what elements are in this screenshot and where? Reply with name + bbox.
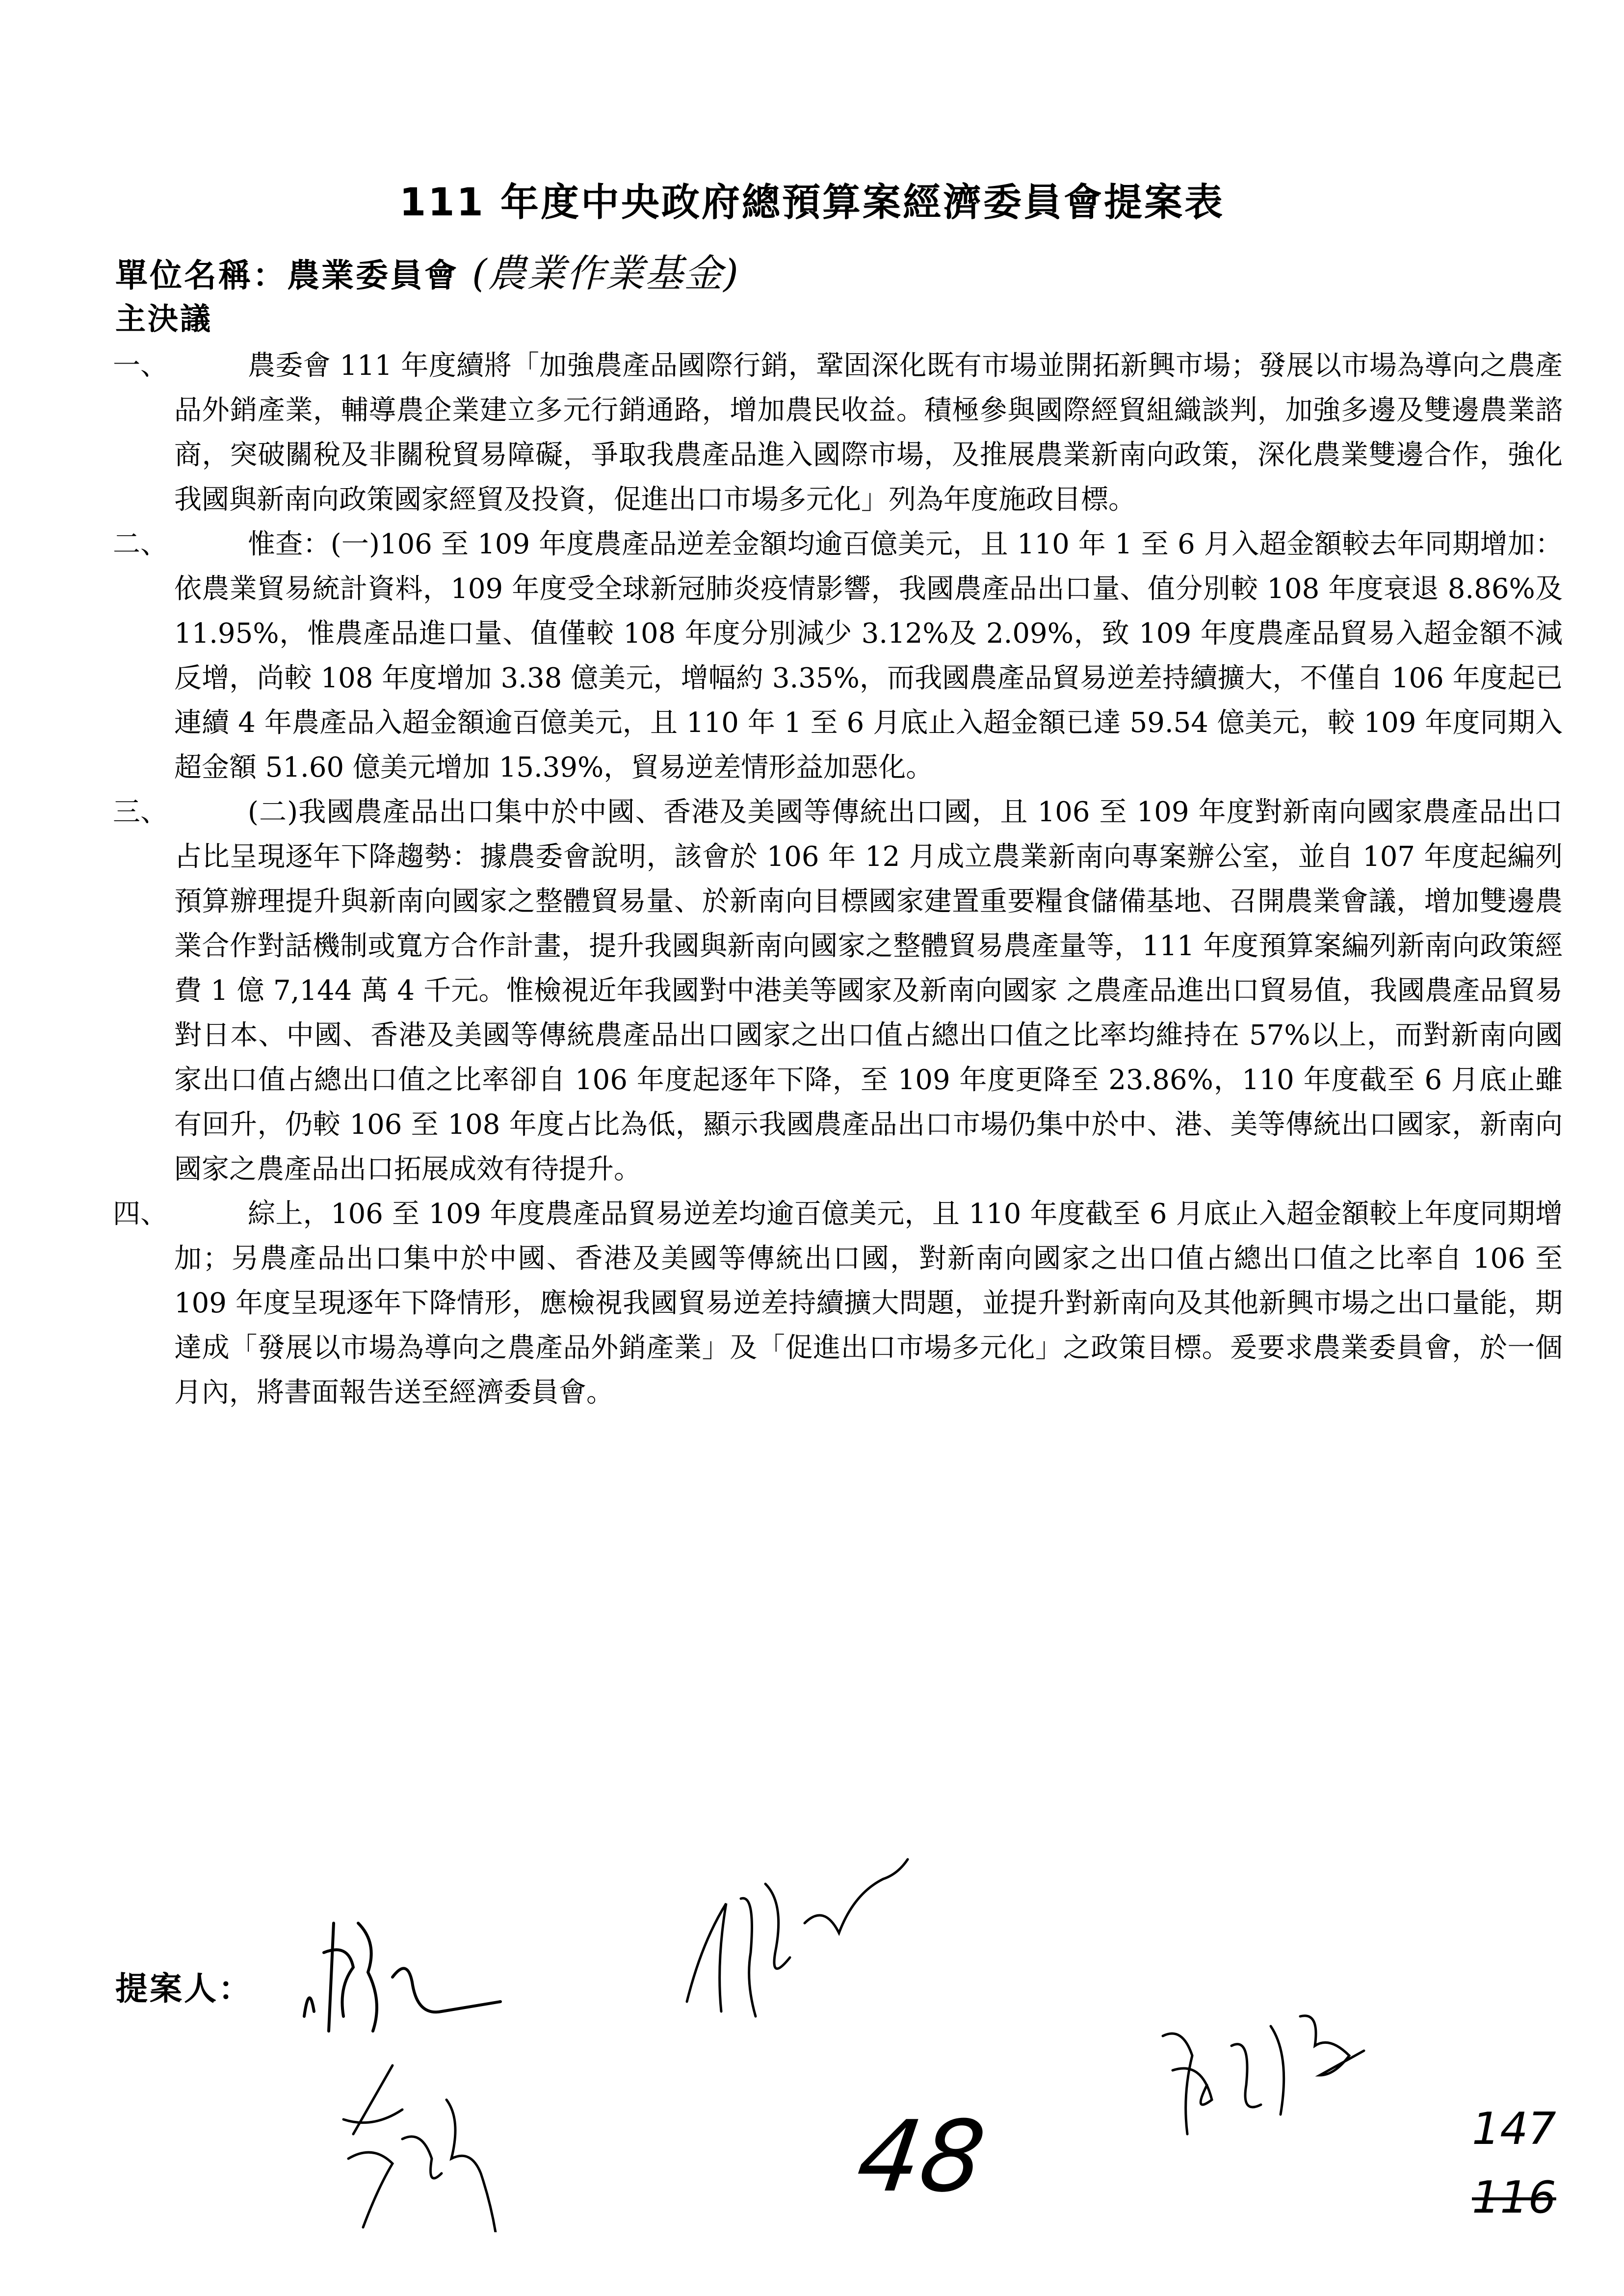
page-number: 48	[850, 2100, 992, 2214]
resolution-body	[115, 343, 1563, 1415]
corner-number-old: 116	[1472, 2172, 1556, 2223]
item-number: 一、	[113, 350, 168, 382]
item-text: 惟查：(一)106 至 109 年度農產品逆差金額均逾百億美元，且 110 年 1 至 6 月入超金額較去年同期增加：依農業貿易統計資料，109 年度受全球新冠肺炎疫情影響，我國農產品出口量、值分別較 108 年度衰退 8.86%及 11.95%，惟農產品進口量、值僅較 108 年度分別減少 3.12%及 2.09%，致 109 年度農產品貿易入超金額不減反增，尚較 108 年度增加 3.38 億美元，增幅約 3.35%，而我國農產品貿易逆差持續擴大，不僅自 106 年度起已連續 4 年農產品入超金額逾百億美元，且 110 年 1 至 6 月底止入超金額已達 59.54 億美元，較 109 年度同期入超金額 51.60 億美元增加 15.39%，貿易逆差情形益加惡化。	[174, 528, 1563, 783]
document-title: 111 年度中央政府總預算案經濟委員會提案表	[399, 181, 1225, 225]
item-number: 二、	[113, 528, 168, 560]
resolution-item	[115, 1192, 1563, 1415]
unit-handwritten-note: (農業作業基金)	[471, 252, 739, 296]
resolution-item	[115, 343, 1563, 522]
corner-number-new: 147	[1472, 2103, 1556, 2155]
corner-page-number	[1472, 2095, 1556, 2232]
resolution-item	[115, 522, 1563, 790]
signature-1	[294, 1904, 638, 2051]
resolution-heading: 主決議	[115, 301, 213, 337]
unit-name	[115, 243, 739, 298]
item-text: 農委會 111 年度續將「加強農產品國際行銷，鞏固深化既有市場並開拓新興市場；發展以市場為導向之農產品外銷產業，輔導農企業建立多元行銷通路，增加農民收益。積極參與國際經貿組織談判，加強多邊及雙邊農業諮商，突破關稅及非關稅貿易障礙，爭取我農產品進入國際市場，及推展農業新南向政策，深化農業雙邊合作，強化我國與新南向政策國家經貿及投資，促進出口市場多元化」列為年度施政目標。	[174, 350, 1563, 516]
unit-label: 單位名稱：農業委員會	[115, 257, 459, 294]
signature-3	[334, 2061, 579, 2232]
signature-4	[1153, 1987, 1472, 2149]
item-number: 三、	[113, 796, 168, 828]
item-text: (二)我國農產品出口集中於中國、香港及美國等傳統出口國，且 106 至 109 年度對新南向國家農產品出口占比呈現逐年下降趨勢：據農委會說明，該會於 106 年 12 月成立農業新南向專案辦公室，並自 107 年度起編列預算辦理提升與新南向國家之整體貿易量、於新南向目標國家建置重要糧食儲備基地、召開農業會議，增加雙邊農業合作對話機制或寬方合作計畫，提升我國與新南向國家之整體貿易農產量等，111 年度預算案編列新南向政策經費 1 億 7,144 萬 4 千元。惟檢視近年我國對中港美等國家及新南向國家 之農產品進出口貿易值，我國農產品貿易對日本、中國、香港及美國等傳統農產品出口國家之出口值占總出口值之比率均維持在 57%以上，而對新南向國家出口值占總出口值之比率卻自 106 年度起逐年下降，至 109 年度更降至 23.86%，110 年度截至 6 月底止雖有回升，仍較 106 至 108 年度占比為低，顯示我國農產品出口市場仍集中於中、港、美等傳統出口國家，新南向國家之農產品出口拓展成效有待提升。	[174, 796, 1563, 1185]
resolution-item	[115, 790, 1563, 1192]
item-text: 綜上，106 至 109 年度農產品貿易逆差均逾百億美元，且 110 年度截至 6 月底止入超金額較上年度同期增加；另農產品出口集中於中國、香港及美國等傳統出口國，對新南向國家之出口值占總出口值之比率自 106 至 109 年度呈現逐年下降情形，應檢視我國貿易逆差持續擴大問題，並提升對新南向及其他新興市場之出口量能，期達成「發展以市場為導向之農產品外銷產業」及「促進出口市場多元化」之政策目標。爰要求農業委員會，於一個月內，將書面報告送至經濟委員會。	[174, 1198, 1563, 1409]
signature-2	[677, 1854, 1021, 2041]
item-number: 四、	[113, 1198, 168, 1230]
proposer-label: 提案人：	[115, 1970, 253, 2008]
